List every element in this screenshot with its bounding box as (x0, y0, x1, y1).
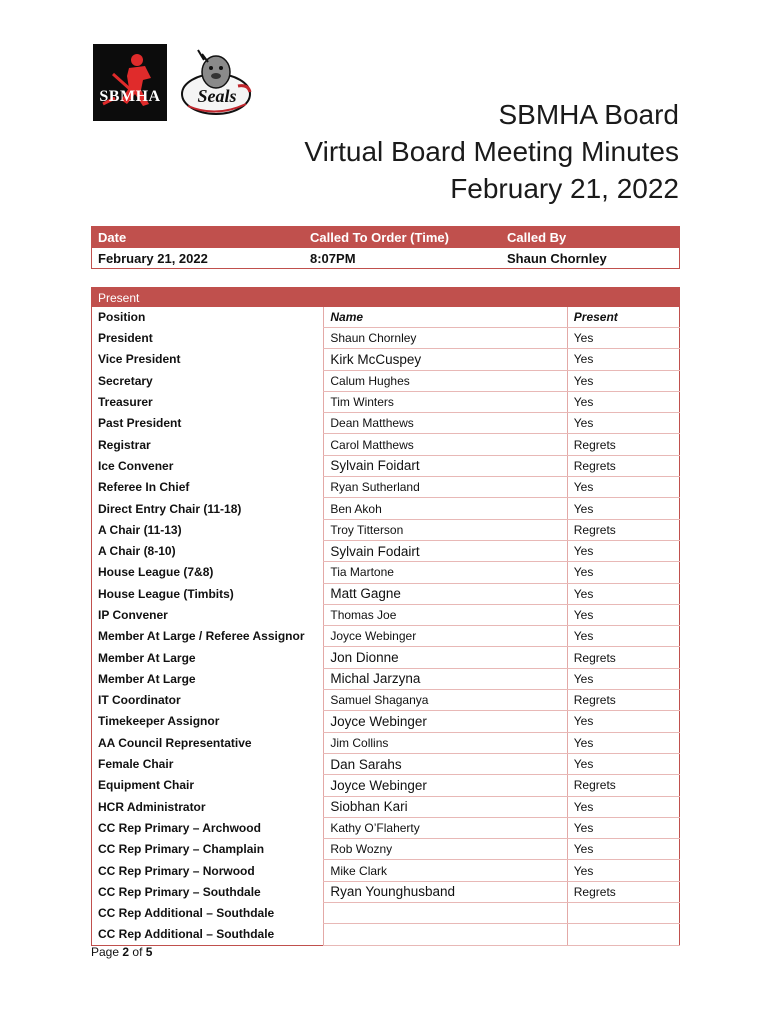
position-cell: Female Chair (98, 757, 174, 772)
meeting-info-table (91, 226, 680, 269)
date-value: February 21, 2022 (98, 250, 208, 266)
table-row (92, 903, 680, 924)
position-cell: Vice President (98, 352, 181, 367)
name-cell (324, 903, 567, 924)
page-total: 5 (145, 945, 153, 959)
table-row (92, 434, 680, 455)
name-cell: Joyce Webinger (324, 626, 567, 647)
table-row (92, 477, 680, 498)
called-by-header: Called By (501, 227, 680, 249)
present-cell: Yes (567, 796, 679, 817)
position-column-header: Position (98, 310, 146, 325)
position-cell: Registrar (98, 437, 151, 452)
present-cell: Yes (567, 349, 679, 370)
table-row (92, 455, 680, 476)
position-cell: Secretary (98, 373, 153, 388)
present-cell: Yes (567, 540, 679, 561)
name-cell: Dan Sarahs (324, 753, 567, 774)
name-cell: Joyce Webinger (324, 711, 567, 732)
name-cell: Dean Matthews (324, 413, 567, 434)
present-cell: Yes (567, 668, 679, 689)
position-cell: AA Council Representative (98, 735, 252, 750)
name-cell: Troy Titterson (324, 519, 567, 540)
attendance-rows (92, 328, 680, 946)
position-cell: Past President (98, 416, 182, 431)
name-column-header: Name (324, 307, 567, 328)
table-row (92, 540, 680, 561)
seals-logo-text: Seals (197, 86, 237, 106)
present-cell: Yes (567, 413, 679, 434)
position-cell: Member At Large / Referee Assignor (98, 629, 305, 644)
table-row (92, 583, 680, 604)
table-row (92, 881, 680, 902)
position-cell: Timekeeper Assignor (98, 714, 220, 729)
table-row (92, 753, 680, 774)
present-cell (567, 924, 679, 945)
name-cell: Rob Wozny (324, 839, 567, 860)
title-line-3: February 21, 2022 (450, 173, 679, 204)
name-cell: Jim Collins (324, 732, 567, 753)
position-cell: Treasurer (98, 395, 153, 410)
name-cell: Ben Akoh (324, 498, 567, 519)
table-row (92, 817, 680, 838)
present-cell: Regrets (567, 881, 679, 902)
present-column-header: Present (567, 307, 679, 328)
name-cell: Tim Winters (324, 391, 567, 412)
sbmha-logo (93, 44, 167, 121)
name-cell: Siobhan Kari (324, 796, 567, 817)
position-cell: CC Rep Additional – Southdale (98, 927, 275, 942)
position-cell: HCR Administrator (98, 799, 206, 814)
table-row (92, 562, 680, 583)
name-cell: Mike Clark (324, 860, 567, 881)
date-header: Date (92, 227, 305, 249)
title-line-2: Virtual Board Meeting Minutes (304, 136, 679, 167)
called-to-order-header: Called To Order (Time) (304, 227, 501, 249)
name-cell: Kirk McCuspey (324, 349, 567, 370)
attendance-column-headers (92, 307, 680, 328)
table-row (92, 668, 680, 689)
table-row (92, 413, 680, 434)
present-cell: Yes (567, 583, 679, 604)
present-cell (567, 903, 679, 924)
name-cell: Sylvain Fodairt (324, 540, 567, 561)
sbmha-logo-text: SBMHA (99, 88, 161, 105)
table-row (92, 796, 680, 817)
present-cell: Yes (567, 477, 679, 498)
page-prefix: Page (91, 945, 120, 959)
position-cell: House League (Timbits) (98, 586, 234, 601)
present-cell: Yes (567, 604, 679, 625)
name-cell: Ryan Younghusband (324, 881, 567, 902)
name-cell: Matt Gagne (324, 583, 567, 604)
present-cell: Yes (567, 391, 679, 412)
hockey-player-icon (93, 44, 167, 121)
name-cell: Calum Hughes (324, 370, 567, 391)
position-cell: Ice Convener (98, 458, 174, 473)
position-cell: CC Rep Additional – Southdale (98, 906, 275, 921)
meeting-info-value-row (92, 248, 680, 269)
attendance-banner-row (92, 288, 680, 308)
table-row (92, 519, 680, 540)
position-cell: President (98, 331, 153, 346)
present-cell: Regrets (567, 519, 679, 540)
position-cell: Referee In Chief (98, 480, 190, 495)
present-cell: Yes (567, 498, 679, 519)
table-row (92, 690, 680, 711)
present-cell: Yes (567, 711, 679, 732)
table-row (92, 391, 680, 412)
name-cell: Jon Dionne (324, 647, 567, 668)
present-cell: Regrets (567, 647, 679, 668)
position-cell: A Chair (8-10) (98, 544, 176, 559)
position-cell: CC Rep Primary – Norwood (98, 863, 255, 878)
table-row (92, 498, 680, 519)
position-cell: CC Rep Primary – Southdale (98, 884, 261, 899)
page-separator: of (132, 945, 143, 959)
name-cell: Carol Matthews (324, 434, 567, 455)
name-cell: Shaun Chornley (324, 328, 567, 349)
table-row (92, 924, 680, 945)
table-row (92, 732, 680, 753)
position-cell: A Chair (11-13) (98, 522, 182, 537)
present-cell: Regrets (567, 775, 679, 796)
page-number (91, 945, 152, 959)
present-cell: Yes (567, 370, 679, 391)
present-cell: Yes (567, 839, 679, 860)
name-cell: Samuel Shaganya (324, 690, 567, 711)
present-cell: Yes (567, 817, 679, 838)
table-row (92, 839, 680, 860)
title-line-1: SBMHA Board (498, 99, 679, 130)
attendance-table (91, 287, 680, 946)
table-row (92, 626, 680, 647)
present-cell: Yes (567, 562, 679, 583)
position-cell: Equipment Chair (98, 778, 195, 793)
present-cell: Yes (567, 753, 679, 774)
name-cell: Kathy O’Flaherty (324, 817, 567, 838)
table-row (92, 647, 680, 668)
table-row (92, 775, 680, 796)
table-row (92, 328, 680, 349)
table-row (92, 604, 680, 625)
table-row (92, 860, 680, 881)
page-current: 2 (122, 945, 130, 959)
called-to-order-value: 8:07PM (310, 250, 356, 266)
meeting-info-header-row (92, 227, 680, 249)
present-cell: Regrets (567, 690, 679, 711)
document-title (199, 96, 679, 207)
position-cell: Member At Large (98, 671, 196, 686)
called-by-value: Shaun Chornley (507, 250, 607, 266)
name-cell: Ryan Sutherland (324, 477, 567, 498)
present-cell: Yes (567, 626, 679, 647)
name-cell: Joyce Webinger (324, 775, 567, 796)
position-cell: CC Rep Primary – Archwood (98, 820, 261, 835)
name-cell: Sylvain Foidart (324, 455, 567, 476)
position-cell: Member At Large (98, 650, 196, 665)
position-cell: Direct Entry Chair (11-18) (98, 501, 242, 516)
name-cell (324, 924, 567, 945)
position-cell: House League (7&8) (98, 565, 214, 580)
name-cell: Tia Martone (324, 562, 567, 583)
position-cell: IT Coordinator (98, 693, 181, 708)
table-row (92, 349, 680, 370)
present-cell: Yes (567, 732, 679, 753)
name-cell: Thomas Joe (324, 604, 567, 625)
table-row (92, 711, 680, 732)
present-cell: Regrets (567, 434, 679, 455)
name-cell: Michal Jarzyna (324, 668, 567, 689)
table-row (92, 370, 680, 391)
present-cell: Yes (567, 860, 679, 881)
present-cell: Regrets (567, 455, 679, 476)
position-cell: IP Convener (98, 608, 168, 622)
present-cell: Yes (567, 328, 679, 349)
attendance-banner: Present (92, 288, 680, 308)
position-cell: CC Rep Primary – Champlain (98, 842, 265, 857)
